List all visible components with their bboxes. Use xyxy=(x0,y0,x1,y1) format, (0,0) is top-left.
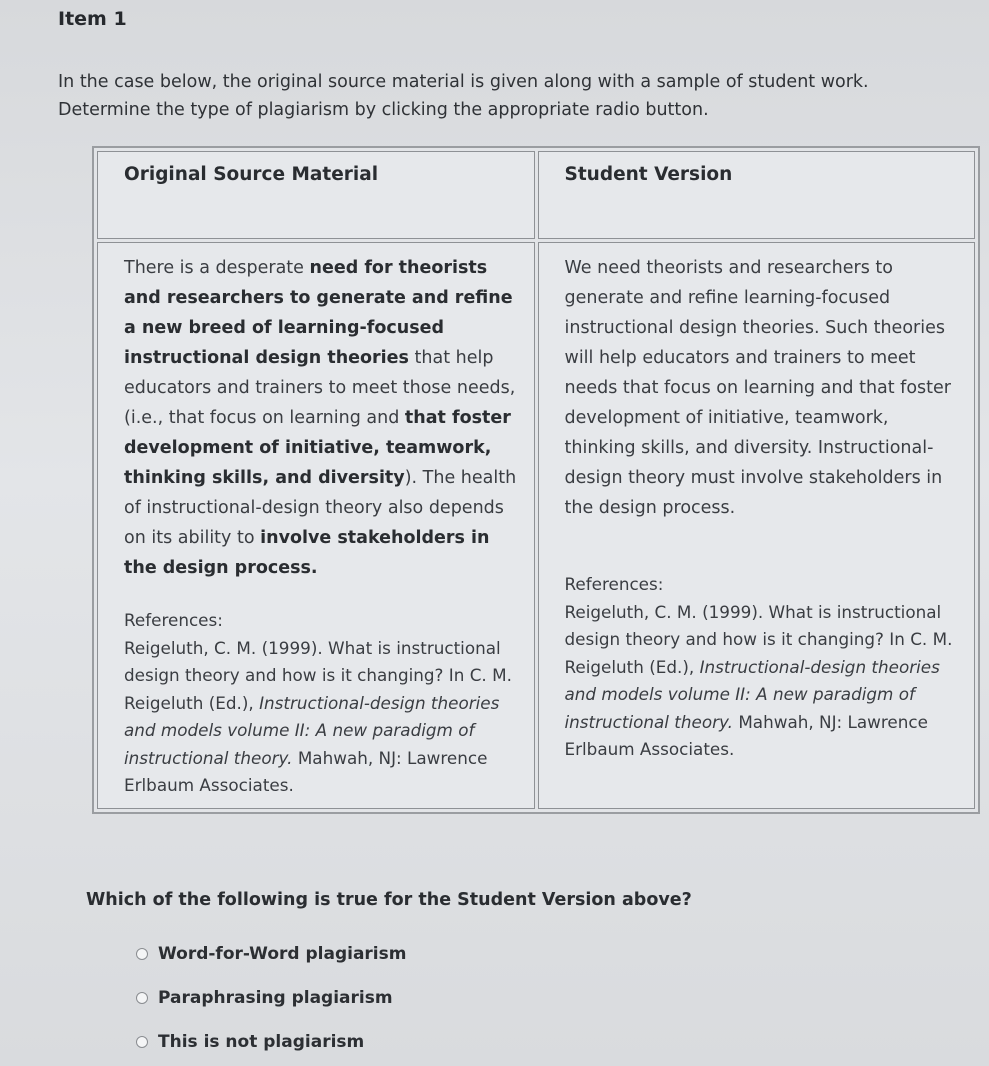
student-version-cell xyxy=(538,242,976,809)
original-bold-part: that foster development of initiative, teamwork, thinking skills, and diversity xyxy=(124,408,511,488)
original-text-part: ). The health of instructional-design theory also depends on its ability to xyxy=(124,468,517,548)
reference-citation xyxy=(124,635,520,800)
citation-publisher: Mahwah, NJ: Lawrence Erlbaum Associates. xyxy=(124,747,488,795)
answer-options xyxy=(136,932,406,1064)
option-label: Word-for-Word plagiarism xyxy=(158,944,407,964)
option-paraphrasing[interactable] xyxy=(136,976,406,1020)
question-text: Which of the following is true for the Student Version above? xyxy=(86,890,692,910)
instructions-text: In the case below, the original source material is given along with a sample of student work. Determine the type of plagiarism by clicking the appropriate radio button. xyxy=(58,72,869,120)
student-references xyxy=(565,571,961,764)
citation-publisher: Mahwah, NJ: Lawrence Erlbaum Associates. xyxy=(564,711,928,759)
table-content-row xyxy=(97,242,975,809)
original-references xyxy=(124,607,520,800)
option-not-plagiarism[interactable] xyxy=(136,1020,406,1064)
comparison-table-container xyxy=(92,146,980,814)
citation-title-italic: Instructional-design theories and models volume II: A new paradigm of instructional theory. xyxy=(564,656,940,732)
comparison-table xyxy=(92,146,980,814)
citation-text: Reigeluth, C. M. (1999). What is instructional design theory and how is it changing? In C. M. Reigeluth (Ed.), xyxy=(564,601,953,677)
original-source-header: Original Source Material xyxy=(97,151,535,239)
references-label: References: xyxy=(564,574,664,594)
radio-button[interactable] xyxy=(136,992,148,1004)
radio-button[interactable] xyxy=(136,1036,148,1048)
original-text-part: that help educators and trainers to meet those needs, (i.e., that focus on learning and xyxy=(124,348,516,428)
original-bold-part: need for theorists and researchers to generate and refine a new breed of learning-focused instructional design theories xyxy=(124,258,513,368)
option-label: This is not plagiarism xyxy=(158,1032,365,1052)
option-label: Paraphrasing plagiarism xyxy=(158,988,393,1008)
radio-button[interactable] xyxy=(136,948,148,960)
citation-text: Reigeluth, C. M. (1999). What is instructional design theory and how is it changing? In C. M. Reigeluth (Ed.), xyxy=(124,637,512,713)
original-bold-part: involve stakeholders in the design process. xyxy=(124,528,490,578)
table-header-row xyxy=(97,151,975,239)
option-word-for-word[interactable] xyxy=(136,932,406,976)
citation-title-italic: Instructional-design theories and models volume II: A new paradigm of instructional theory. xyxy=(124,692,500,768)
original-text-part: There is a desperate xyxy=(124,258,310,278)
reference-citation xyxy=(565,599,961,764)
original-source-passage xyxy=(124,253,520,583)
original-source-cell xyxy=(97,242,535,809)
references-label: References: xyxy=(124,610,223,630)
item-title: Item 1 xyxy=(58,8,127,30)
student-version-header: Student Version xyxy=(538,151,976,239)
student-version-passage: We need theorists and researchers to generate and refine learning-focused instructional design theories. Such theories will help educators and trainers to meet needs that focus on learning and that foster development of initiative, teamwork, thinking skills, and diversity. Instructional-design theory must involve stakeholders in the design process. xyxy=(564,258,951,518)
